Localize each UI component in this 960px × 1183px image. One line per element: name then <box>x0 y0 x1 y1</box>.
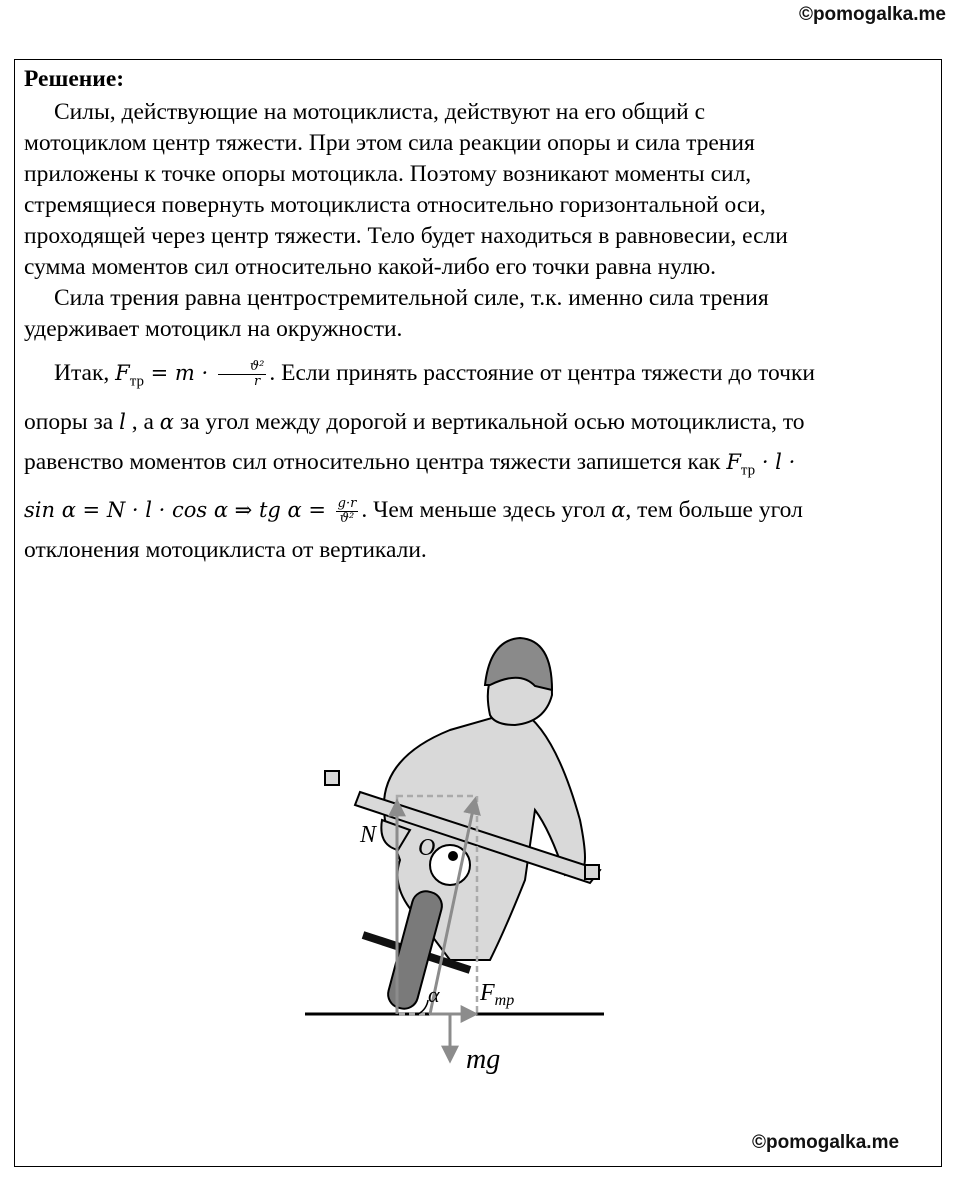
angle-arc <box>418 1000 428 1014</box>
solution-text <box>24 64 924 570</box>
para1-line6: сумма моментов сил относительно какой-либо его точки равна нулю. <box>24 254 717 280</box>
para3-line1: Итак, $F_{тр} = m$ · $\frac{\text{ϑ²}}{r}$ . Если принять расстояние от центра тяжести до точки <box>54 359 815 390</box>
label-mg: mg <box>466 1044 501 1075</box>
para3-line3: равенство моментов сил относительно центра тяжести запишется как $F_{тр} \cdot l$ · <box>24 448 796 479</box>
watermark-bottom: ©pomogalka.me <box>752 1132 900 1153</box>
paragraph-2 <box>24 283 924 314</box>
para1-line2: мотоциклом центр тяжести. При этом сила реакции опоры и сила трения <box>24 130 755 156</box>
label-F-friction: $F_{тр}$ <box>480 980 515 1009</box>
para1-line5: проходящей через центр тяжести. Тело будет находиться в равновесии, если <box>24 223 788 249</box>
handle-grip-left <box>325 771 339 785</box>
fraction-v2-over-r: $\frac{\text{ϑ²}}{r}$ <box>218 360 267 389</box>
para1-line3: приложены к точке опоры мотоцикла. Поэтому возникают моменты сил, <box>24 161 752 187</box>
para3-line5: отклонения мотоциклиста от вертикали. <box>24 537 427 564</box>
center-of-mass <box>448 851 458 861</box>
watermark-top: ©pomogalka.me <box>798 4 946 25</box>
motorcyclist-diagram <box>290 630 630 1080</box>
solution-heading: Решение: <box>24 66 125 92</box>
para3-line2: опоры за l , а α за угол между дорогой и вертикальной осью мотоциклиста, то <box>24 408 805 435</box>
para1-line4: стремящиеся повернуть мотоциклиста относительно горизонтальной оси, <box>24 192 766 218</box>
para3-line4: sin α = N · l · cos α ⇒ tg α = $\frac{g\cdot r}{\text{ϑ²}}$ . Чем меньше здесь угол α, тем больше угол <box>24 496 803 527</box>
para2-line1: Сила трения равна центростремительной силе, т.к. именно сила трения <box>54 285 769 311</box>
paragraph-3 <box>24 353 924 402</box>
para2-line2: удерживает мотоцикл на окружности. <box>24 316 403 342</box>
label-O: O <box>418 835 436 861</box>
paragraph-1 <box>24 97 924 128</box>
fraction-gr-over-v2: $\frac{g\cdot r}{\text{ϑ²}}$ <box>337 496 357 527</box>
label-alpha: α <box>428 982 440 1007</box>
handle-grip-right <box>585 865 599 879</box>
para1-line1: Силы, действующие на мотоциклиста, действуют на его общий с <box>54 99 706 125</box>
label-N: N <box>360 822 377 848</box>
